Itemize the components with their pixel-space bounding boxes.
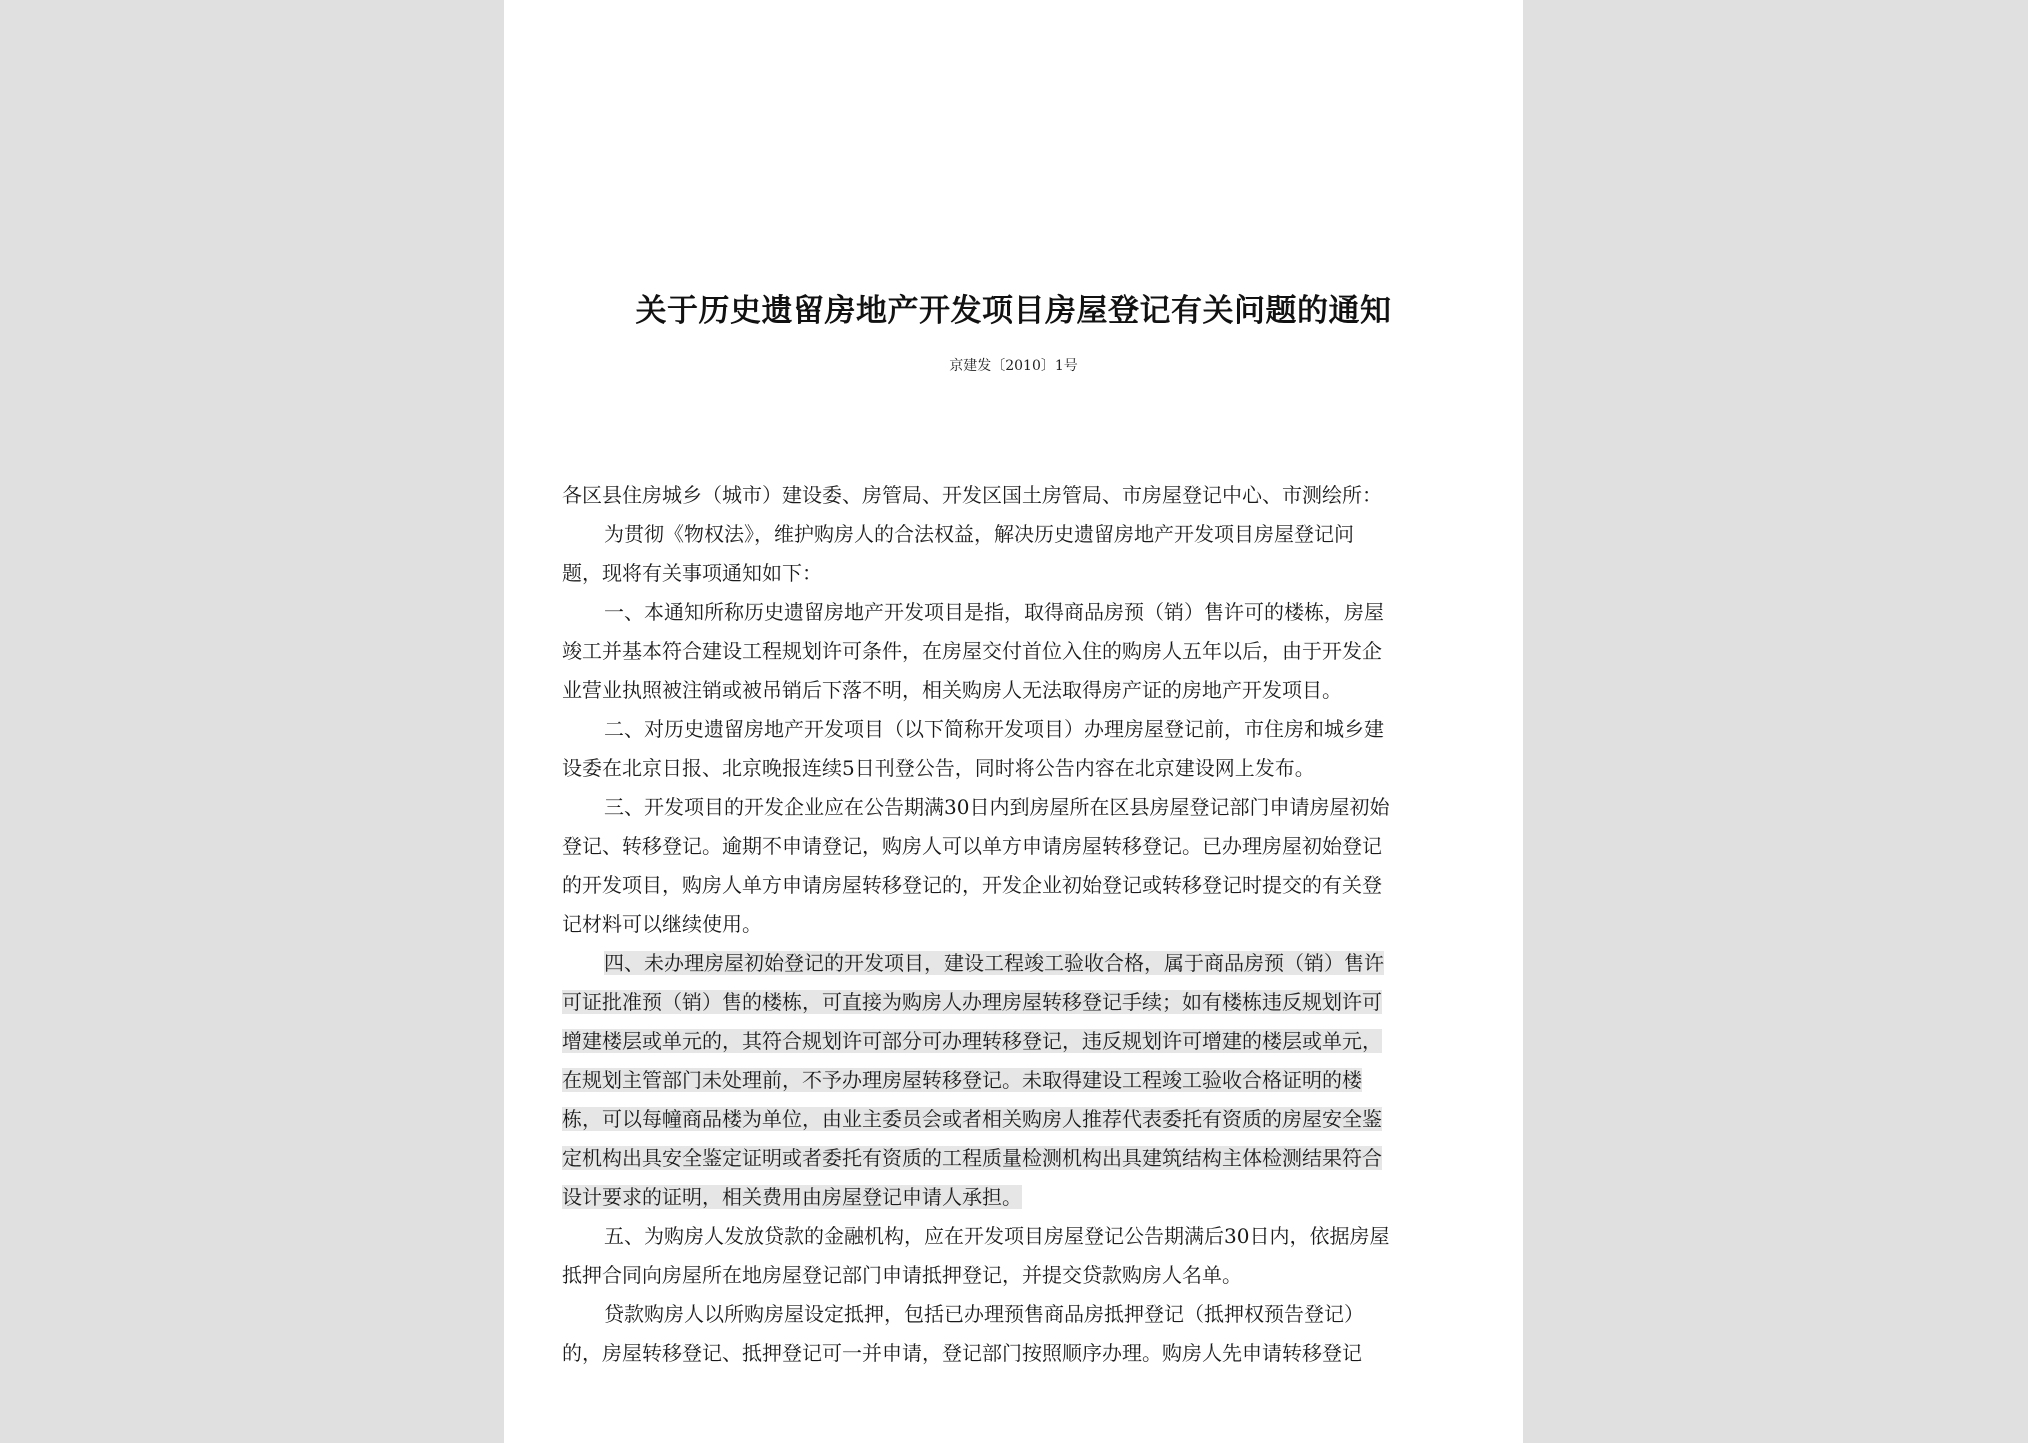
paragraph-mortgage <box>562 1295 1457 1373</box>
text-line: 二、对历史遗留房地产开发项目（以下简称开发项目）办理房屋登记前，市住房和城乡建 <box>604 717 1384 741</box>
paragraph-intro <box>562 515 1457 593</box>
document-body <box>562 476 1457 1373</box>
highlighted-text: 四、未办理房屋初始登记的开发项目，建设工程竣工验收合格，属于商品房预（销）售许 <box>604 951 1384 975</box>
document-page <box>504 0 1523 1443</box>
addressee-line <box>562 476 1457 515</box>
text-line: 记材料可以继续使用。 <box>562 912 762 936</box>
highlighted-text: 设计要求的证明，相关费用由房屋登记申请人承担。 <box>562 1185 1022 1209</box>
paragraph-item-2 <box>562 710 1457 788</box>
text-line <box>562 944 1457 983</box>
document-number: 京建发〔2010〕1号 <box>949 358 1078 374</box>
text-line: 竣工并基本符合建设工程规划许可条件，在房屋交付首位入住的购房人五年以后，由于开发企 <box>562 639 1382 663</box>
highlighted-text: 在规划主管部门未处理前，不予办理房屋转移登记。未取得建设工程竣工验收合格证明的楼 <box>562 1068 1362 1092</box>
paragraph-item-4-highlighted <box>562 944 1457 1217</box>
text-line: 五、为购房人发放贷款的金融机构，应在开发项目房屋登记公告期满后30日内，依据房屋 <box>604 1224 1390 1248</box>
text-line <box>562 1178 1457 1217</box>
text-line <box>562 1100 1457 1139</box>
document-title: 关于历史遗留房地产开发项目房屋登记有关问题的通知 <box>635 293 1392 329</box>
highlighted-text: 栋，可以每幢商品楼为单位，由业主委员会或者相关购房人推荐代表委托有资质的房屋安全鉴 <box>562 1107 1382 1131</box>
text-line: 一、本通知所称历史遗留房地产开发项目是指，取得商品房预（销）售许可的楼栋，房屋 <box>604 600 1384 624</box>
text-line: 三、开发项目的开发企业应在公告期满30日内到房屋所在区县房屋登记部门申请房屋初始 <box>604 795 1390 819</box>
text-line: 各区县住房城乡（城市）建设委、房管局、开发区国土房管局、市房屋登记中心、市测绘所： <box>562 483 1382 507</box>
text-line: 贷款购房人以所购房屋设定抵押，包括已办理预售商品房抵押登记（抵押权预告登记） <box>604 1302 1364 1326</box>
text-line: 设委在北京日报、北京晚报连续5日刊登公告，同时将公告内容在北京建设网上发布。 <box>562 756 1315 780</box>
paragraph-item-5 <box>562 1217 1457 1295</box>
text-line: 题，现将有关事项通知如下： <box>562 561 822 585</box>
text-line <box>562 1022 1457 1061</box>
paragraph-item-1 <box>562 593 1457 710</box>
text-line: 登记、转移登记。逾期不申请登记，购房人可以单方申请房屋转移登记。已办理房屋初始登记 <box>562 834 1382 858</box>
highlighted-text: 增建楼层或单元的，其符合规划许可部分可办理转移登记，违反规划许可增建的楼层或单元， <box>562 1029 1382 1053</box>
paragraph-item-3 <box>562 788 1457 944</box>
text-line: 业营业执照被注销或被吊销后下落不明，相关购房人无法取得房产证的房地产开发项目。 <box>562 678 1342 702</box>
text-line: 的开发项目，购房人单方申请房屋转移登记的，开发企业初始登记或转移登记时提交的有关登 <box>562 873 1382 897</box>
highlighted-text: 可证批准预（销）售的楼栋，可直接为购房人办理房屋转移登记手续；如有楼栋违反规划许可 <box>562 990 1382 1014</box>
text-line: 的，房屋转移登记、抵押登记可一并申请，登记部门按照顺序办理。购房人先申请转移登记 <box>562 1341 1362 1365</box>
highlighted-text: 定机构出具安全鉴定证明或者委托有资质的工程质量检测机构出具建筑结构主体检测结果符合 <box>562 1146 1382 1170</box>
text-line: 抵押合同向房屋所在地房屋登记部门申请抵押登记，并提交贷款购房人名单。 <box>562 1263 1242 1287</box>
text-line <box>562 1139 1457 1178</box>
text-line <box>562 983 1457 1022</box>
text-line <box>562 1061 1457 1100</box>
text-line: 为贯彻《物权法》，维护购房人的合法权益，解决历史遗留房地产开发项目房屋登记问 <box>604 522 1354 546</box>
